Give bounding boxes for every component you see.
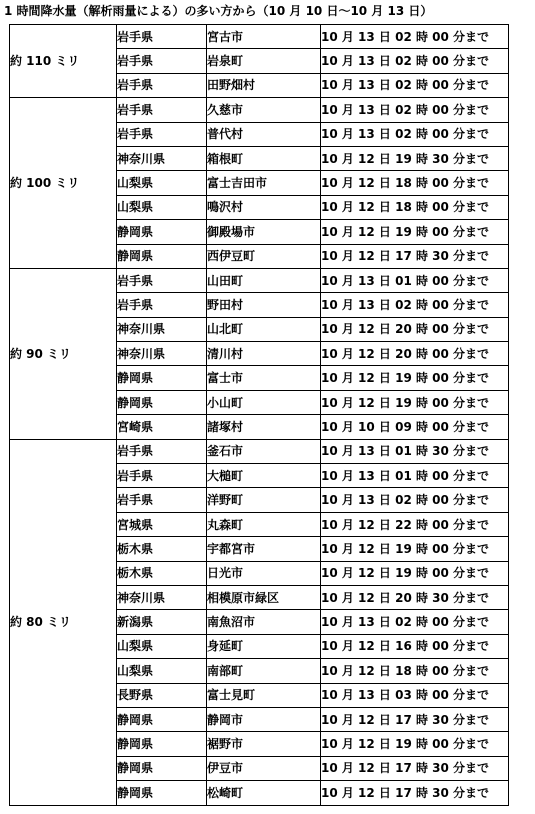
municipality-cell: 箱根町 — [207, 146, 321, 170]
municipality-cell: 南魚沼市 — [207, 610, 321, 634]
time-cell: 10 月 12 日 19 時 00 分まで — [321, 561, 509, 585]
prefecture-cell: 静岡県 — [117, 220, 207, 244]
rainfall-amount-cell: 約 90 ミリ — [10, 268, 117, 439]
prefecture-cell: 岩手県 — [117, 268, 207, 292]
municipality-cell: 富士見町 — [207, 683, 321, 707]
time-cell: 10 月 12 日 18 時 00 分まで — [321, 195, 509, 219]
time-cell: 10 月 12 日 19 時 00 分まで — [321, 732, 509, 756]
time-cell: 10 月 12 日 17 時 30 分まで — [321, 707, 509, 731]
municipality-cell: 南部町 — [207, 659, 321, 683]
time-cell: 10 月 12 日 19 時 00 分まで — [321, 220, 509, 244]
table-row — [10, 98, 509, 122]
prefecture-cell: 岩手県 — [117, 98, 207, 122]
municipality-cell: 田野畑村 — [207, 73, 321, 97]
prefecture-cell: 静岡県 — [117, 366, 207, 390]
prefecture-cell: 岩手県 — [117, 49, 207, 73]
prefecture-cell: 岩手県 — [117, 73, 207, 97]
municipality-cell: 裾野市 — [207, 732, 321, 756]
time-cell: 10 月 13 日 02 時 00 分まで — [321, 25, 509, 49]
prefecture-cell: 宮崎県 — [117, 415, 207, 439]
municipality-cell: 相模原市緑区 — [207, 585, 321, 609]
municipality-cell: 諸塚村 — [207, 415, 321, 439]
prefecture-cell: 神奈川県 — [117, 585, 207, 609]
municipality-cell: 身延町 — [207, 634, 321, 658]
time-cell: 10 月 13 日 02 時 00 分まで — [321, 610, 509, 634]
municipality-cell: 丸森町 — [207, 512, 321, 536]
table-row — [10, 25, 509, 49]
time-cell: 10 月 12 日 16 時 00 分まで — [321, 634, 509, 658]
prefecture-cell: 神奈川県 — [117, 146, 207, 170]
time-cell: 10 月 12 日 20 時 30 分まで — [321, 585, 509, 609]
time-cell: 10 月 12 日 20 時 00 分まで — [321, 317, 509, 341]
prefecture-cell: 山梨県 — [117, 634, 207, 658]
municipality-cell: 宇都宮市 — [207, 537, 321, 561]
table-row — [10, 439, 509, 463]
prefecture-cell: 岩手県 — [117, 464, 207, 488]
prefecture-cell: 岩手県 — [117, 122, 207, 146]
municipality-cell: 野田村 — [207, 293, 321, 317]
time-cell: 10 月 12 日 19 時 30 分まで — [321, 146, 509, 170]
prefecture-cell: 岩手県 — [117, 25, 207, 49]
prefecture-cell: 山梨県 — [117, 659, 207, 683]
municipality-cell: 清川村 — [207, 342, 321, 366]
time-cell: 10 月 10 日 09 時 00 分まで — [321, 415, 509, 439]
rainfall-table — [9, 24, 509, 806]
municipality-cell: 宮古市 — [207, 25, 321, 49]
prefecture-cell: 山梨県 — [117, 195, 207, 219]
prefecture-cell: 静岡県 — [117, 732, 207, 756]
time-cell: 10 月 12 日 18 時 00 分まで — [321, 171, 509, 195]
prefecture-cell: 栃木県 — [117, 537, 207, 561]
prefecture-cell: 岩手県 — [117, 439, 207, 463]
time-cell: 10 月 12 日 17 時 30 分まで — [321, 756, 509, 780]
time-cell: 10 月 12 日 19 時 00 分まで — [321, 537, 509, 561]
rainfall-amount-cell: 約 80 ミリ — [10, 439, 117, 805]
time-cell: 10 月 12 日 18 時 00 分まで — [321, 659, 509, 683]
municipality-cell: 富士市 — [207, 366, 321, 390]
time-cell: 10 月 13 日 03 時 00 分まで — [321, 683, 509, 707]
time-cell: 10 月 13 日 02 時 00 分まで — [321, 73, 509, 97]
prefecture-cell: 長野県 — [117, 683, 207, 707]
time-cell: 10 月 12 日 22 時 00 分まで — [321, 512, 509, 536]
time-cell: 10 月 13 日 02 時 00 分まで — [321, 49, 509, 73]
municipality-cell: 日光市 — [207, 561, 321, 585]
time-cell: 10 月 13 日 01 時 30 分まで — [321, 439, 509, 463]
time-cell: 10 月 13 日 01 時 00 分まで — [321, 268, 509, 292]
time-cell: 10 月 13 日 02 時 00 分まで — [321, 488, 509, 512]
time-cell: 10 月 12 日 17 時 30 分まで — [321, 781, 509, 805]
municipality-cell: 山田町 — [207, 268, 321, 292]
municipality-cell: 富士吉田市 — [207, 171, 321, 195]
time-cell: 10 月 12 日 20 時 00 分まで — [321, 342, 509, 366]
prefecture-cell: 神奈川県 — [117, 317, 207, 341]
prefecture-cell: 静岡県 — [117, 781, 207, 805]
municipality-cell: 伊豆市 — [207, 756, 321, 780]
municipality-cell: 山北町 — [207, 317, 321, 341]
prefecture-cell: 静岡県 — [117, 707, 207, 731]
municipality-cell: 洋野町 — [207, 488, 321, 512]
municipality-cell: 鳴沢村 — [207, 195, 321, 219]
time-cell: 10 月 13 日 02 時 00 分まで — [321, 293, 509, 317]
prefecture-cell: 宮城県 — [117, 512, 207, 536]
prefecture-cell: 岩手県 — [117, 293, 207, 317]
prefecture-cell: 新潟県 — [117, 610, 207, 634]
prefecture-cell: 栃木県 — [117, 561, 207, 585]
rainfall-amount-cell: 約 100 ミリ — [10, 98, 117, 269]
prefecture-cell: 山梨県 — [117, 171, 207, 195]
municipality-cell: 大槌町 — [207, 464, 321, 488]
municipality-cell: 静岡市 — [207, 707, 321, 731]
time-cell: 10 月 12 日 17 時 30 分まで — [321, 244, 509, 268]
municipality-cell: 久慈市 — [207, 98, 321, 122]
municipality-cell: 普代村 — [207, 122, 321, 146]
prefecture-cell: 静岡県 — [117, 390, 207, 414]
rainfall-amount-cell: 約 110 ミリ — [10, 25, 117, 98]
prefecture-cell: 静岡県 — [117, 244, 207, 268]
time-cell: 10 月 13 日 02 時 00 分まで — [321, 122, 509, 146]
rainfall-table-body — [10, 25, 509, 806]
prefecture-cell: 神奈川県 — [117, 342, 207, 366]
time-cell: 10 月 12 日 19 時 00 分まで — [321, 366, 509, 390]
time-cell: 10 月 13 日 01 時 00 分まで — [321, 464, 509, 488]
table-row — [10, 268, 509, 292]
municipality-cell: 御殿場市 — [207, 220, 321, 244]
prefecture-cell: 岩手県 — [117, 488, 207, 512]
municipality-cell: 西伊豆町 — [207, 244, 321, 268]
time-cell: 10 月 13 日 02 時 00 分まで — [321, 98, 509, 122]
municipality-cell: 岩泉町 — [207, 49, 321, 73]
municipality-cell: 松崎町 — [207, 781, 321, 805]
prefecture-cell: 静岡県 — [117, 756, 207, 780]
time-cell: 10 月 12 日 19 時 00 分まで — [321, 390, 509, 414]
table-title: 1 時間降水量（解析雨量による）の多い方から（10 月 10 日〜10 月 13 日） — [4, 4, 433, 18]
municipality-cell: 小山町 — [207, 390, 321, 414]
municipality-cell: 釜石市 — [207, 439, 321, 463]
